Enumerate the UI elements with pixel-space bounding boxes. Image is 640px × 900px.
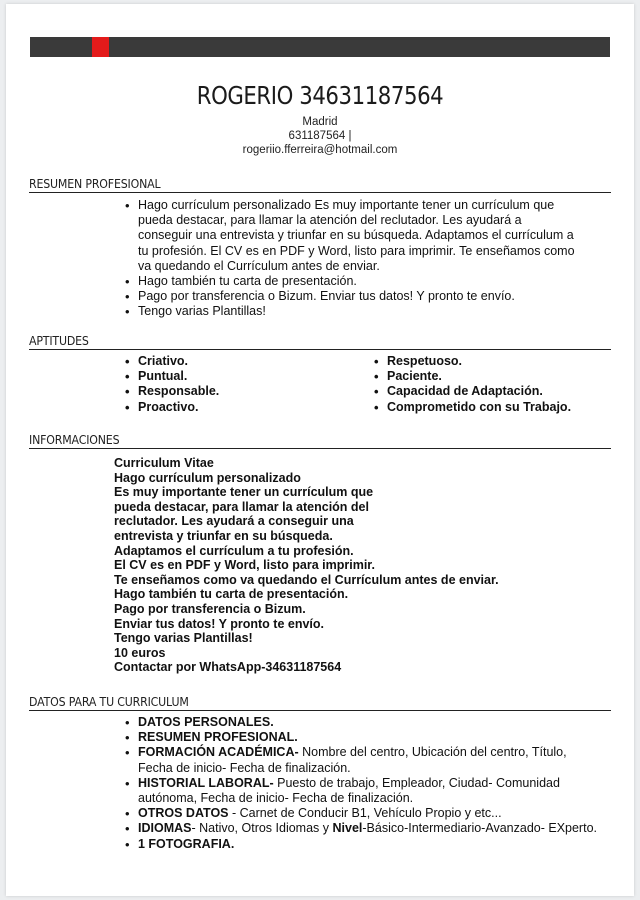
item-text: -Básico-Intermediario-Avanzado- EXperto. [362, 821, 597, 836]
item-text: - Carnet de Conducir B1, Vehículo Propio y etc... [228, 806, 502, 821]
list-item [138, 745, 588, 775]
contact-phone: 631187564 | [288, 130, 352, 142]
info-line: 10 euros [114, 645, 166, 660]
list-item [138, 806, 588, 821]
item-text: Puesto de trabajo, Empleador, Ciudad- Comunidad autónoma, Fecha de inicio- Fecha de finalización. [138, 775, 560, 806]
list-item [138, 730, 588, 745]
info-line: Hago también tu carta de presentación. [114, 587, 349, 602]
section-title-resumen [29, 176, 611, 193]
section-title-aptitudes-text: APTITUDES [29, 333, 89, 348]
resumen-list [138, 198, 578, 320]
item-text: - Nativo, Otros Idiomas y [191, 821, 333, 836]
item-bold: OTROS DATOS [138, 806, 229, 821]
list-item: • Hago currículum personalizado Es muy importante tener un currículum que pueda destacar, para llamar la atención del reclutador. Les ayudará a conseguir una entrevista y triunfar en su búsqueda. Adaptamos el currículum a tu profesión. El CV es en PDF y Word, listo para imprimir. Te enseñamos como va quedando el Currículum antes de enviar. [138, 198, 578, 274]
item-bold: Nivel [332, 821, 363, 836]
header-accent [92, 37, 109, 57]
info-line: Te enseñamos como va quedando el Currículum antes de enviar. [114, 572, 499, 587]
header-bar [30, 37, 610, 57]
item-bold: FORMACIÓN ACADÉMICA- [138, 745, 299, 760]
info-line: reclutador. Les ayudará a conseguir una [114, 514, 354, 529]
candidate-name: ROGERIO 34631187564 [196, 81, 444, 110]
list-item: • Hago también tu carta de presentación. [138, 274, 578, 289]
list-item: • Respetuoso. [387, 354, 617, 369]
list-item [138, 715, 588, 730]
list-item: • Capacidad de Adaptación. [387, 384, 617, 399]
info-line: El CV es en PDF y Word, listo para imprimir. [114, 558, 375, 573]
contact-city: Madrid [302, 116, 338, 128]
section-title-datos-text: DATOS PARA TU CURRICULUM [29, 694, 189, 709]
list-item [138, 776, 588, 806]
section-title-informaciones-text: INFORMACIONES [29, 432, 120, 447]
item-bold: IDIOMAS [138, 821, 192, 836]
list-item: • Criativo. [138, 354, 358, 369]
list-item [138, 837, 588, 852]
item-bold: RESUMEN PROFESIONAL. [138, 730, 298, 745]
info-line: Enviar tus datos! Y pronto te envío. [114, 616, 324, 631]
list-item: • Proactivo. [138, 400, 358, 415]
list-item: • Tengo varias Plantillas! [138, 304, 578, 319]
info-line: Contactar por WhatsApp-34631187564 [114, 660, 342, 675]
section-title-informaciones [29, 432, 611, 449]
info-line: Es muy importante tener un currículum que [114, 485, 374, 500]
info-line: entrevista y triunfar en su búsqueda. [114, 528, 333, 543]
info-line: Tengo varias Plantillas! [114, 631, 253, 646]
item-bold: HISTORIAL LABORAL- [138, 775, 274, 790]
list-item: • Comprometido con su Trabajo. [387, 400, 617, 415]
aptitudes-left-list [138, 354, 358, 415]
list-item: • Paciente. [387, 369, 617, 384]
datos-list [138, 715, 597, 852]
cv-page [6, 4, 634, 896]
info-line: Curriculum Vitae [114, 456, 214, 470]
aptitudes-right-list [387, 354, 617, 415]
item-bold: DATOS PERSONALES. [138, 715, 274, 729]
info-line: Pago por transferencia o Bizum. [114, 601, 306, 616]
list-item: • Pago por transferencia o Bizum. Enviar tus datos! Y pronto te envío. [138, 289, 578, 304]
list-item [138, 821, 597, 836]
informaciones-block [114, 456, 499, 675]
section-title-resumen-text: RESUMEN PROFESIONAL [29, 176, 161, 191]
info-line: Adaptamos el currículum a tu profesión. [114, 543, 354, 558]
item-bold: 1 FOTOGRAFIA. [138, 836, 235, 851]
list-item: • Responsable. [138, 384, 358, 399]
section-title-datos [29, 694, 611, 711]
item-text: Nombre del centro, Ubicación del centro, Título, Fecha de inicio- Fecha de finalización. [138, 745, 567, 775]
info-line: Hago currículum personalizado [114, 470, 301, 485]
contact-email: rogeriio.fferreira@hotmail.com [242, 144, 398, 156]
section-title-aptitudes [29, 333, 611, 350]
list-item: • Puntual. [138, 369, 358, 384]
info-line: pueda destacar, para llamar la atención del [114, 499, 369, 514]
